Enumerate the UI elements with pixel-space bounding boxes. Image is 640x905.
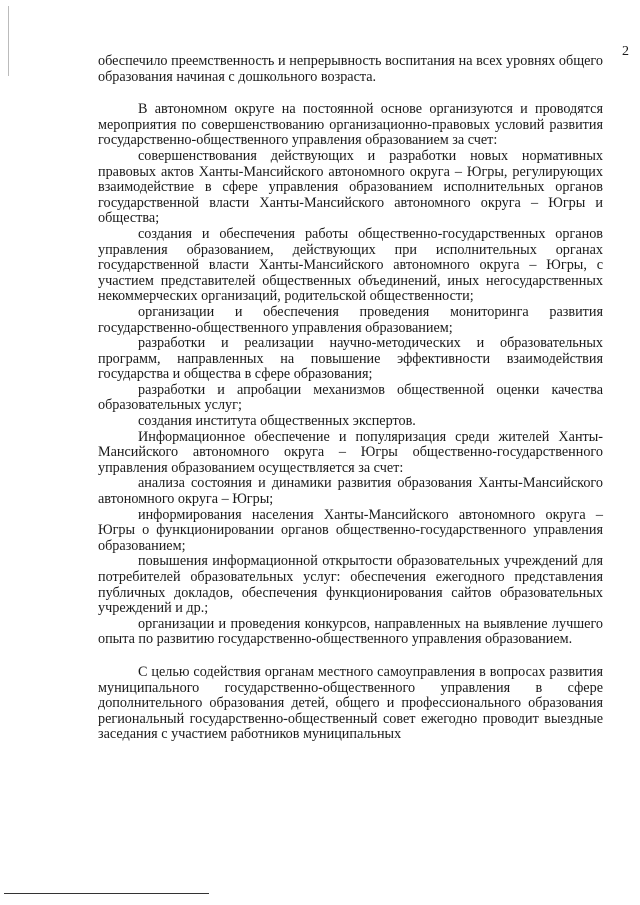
list-item: создания и обеспечения работы общественно-государственных органов управления образованием, действующих при исполнительных органах государственной власти Ханты-Мансийского автономного округа – Югры, с участием представителей общественных объединений, иных негосударственных некоммерческих организаций, родительской общественности; <box>98 225 603 305</box>
list-item: организации и проведения конкурсов, направленных на выявление лучшего опыта по развитию государственно-общественного управления образованием. <box>98 615 603 648</box>
list-item: создания института общественных экспертов. <box>138 413 416 430</box>
list-item: организации и обеспечения проведения мониторинга развития государственно-общественного управления образованием; <box>98 303 603 336</box>
list-item: совершенствования действующих и разработки новых нормативных правовых актов Ханты-Мансийского автономного округа – Югры, регулирующих взаимодействие в сфере управления образованием исполнительных органов государственной власти Ханты-Мансийского автономного округа – Югры и общества; <box>98 147 603 227</box>
paragraph: обеспечило преемственность и непрерывность воспитания на всех уровнях общего образования начиная с дошкольного возраста. <box>98 53 603 85</box>
paragraph: В автономном округе на постоянной основе организуются и проводятся мероприятия по совершенствованию организационно-правовых условий развития государственно-общественного управления образованием за счет: <box>98 101 603 149</box>
page-number: 2 <box>622 44 629 59</box>
list-item: разработки и апробации механизмов общественной оценки качества образовательных услуг; <box>98 381 603 414</box>
paragraph: С целью содействия органам местного самоуправления в вопросах развития муниципального государственно-общественного управления в сфере дополнительного образования детей, общего и профессионального образования региональный государственно-общественный совет ежегодно проводит выездные заседания с участием работников муниципальных <box>98 663 603 743</box>
list-item: повышения информационной открытости образовательных учреждений для потребителей образовательных услуг: обеспечения ежегодного представления публичных докладов, обеспечения функционирования сайтов образовательных учреждений и др.; <box>98 553 603 617</box>
scan-edge-mark <box>8 6 9 76</box>
list-item: анализа состояния и динамики развития образования Ханты-Мансийского автономного округа – Югры; <box>98 475 603 508</box>
document-body <box>98 54 603 743</box>
list-item: разработки и реализации научно-методических и образовательных программ, направленных на повышение эффективности взаимодействия государства и общества в сфере образования; <box>98 335 603 383</box>
paragraph: Информационное обеспечение и популяризация среди жителей Ханты-Мансийского автономного округа – Югры общественно-государственного управления образованием осуществляется за счет: <box>98 428 603 476</box>
list-item: информирования населения Ханты-Мансийского автономного округа – Югры о функционировании органов общественно-государственного управления образованием; <box>98 506 603 554</box>
footnote-separator <box>4 893 209 894</box>
